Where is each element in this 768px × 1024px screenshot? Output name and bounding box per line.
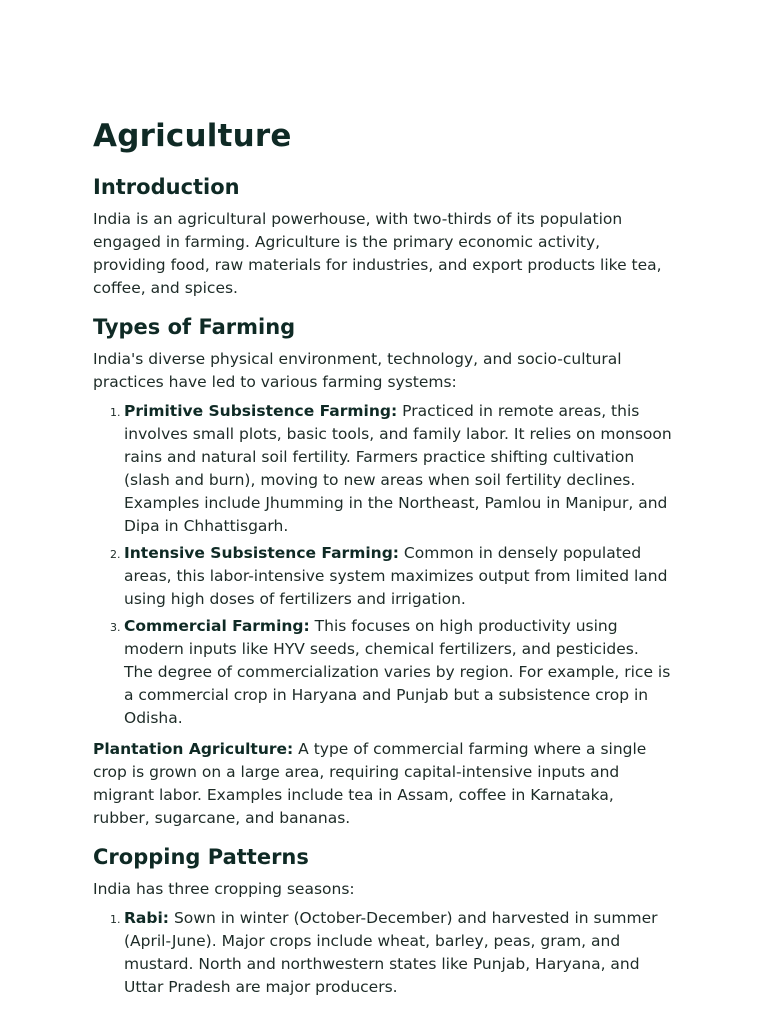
list-item-term: Rabi: bbox=[124, 909, 170, 927]
section-types-of-farming bbox=[93, 312, 672, 830]
section-cropping-patterns bbox=[93, 842, 672, 999]
section-heading: Types of Farming bbox=[93, 315, 296, 339]
list-item-term: Commercial Farming: bbox=[124, 617, 310, 635]
list-item bbox=[124, 542, 672, 611]
section-heading: Cropping Patterns bbox=[93, 845, 309, 869]
section-paragraph: India is an agricultural powerhouse, with two-thirds of its population engaged in farming. Agriculture is the primary economic activity, providing food, raw materials for industries, and export products like tea, coffee, and spices. bbox=[93, 210, 662, 297]
list-item-text: Common in densely populated areas, this labor-intensive system maximizes output from limited land using high doses of fertilizers and irrigation. bbox=[124, 544, 668, 608]
list-item-text: Practiced in remote areas, this involves small plots, basic tools, and family labor. It relies on monsoon rains and natural soil fertility. Farmers practice shifting cultivation (slash and burn), moving to new areas when soil fertility declines. Examples include Jhumming in the Northeast, Pamlou in Manipur, and Dipa in Chhattisgarh. bbox=[124, 402, 672, 535]
section-heading: Introduction bbox=[93, 175, 240, 199]
cropping-seasons-list bbox=[93, 907, 672, 999]
list-item-text: This focuses on high productivity using modern inputs like HYV seeds, chemical fertilizers, and pesticides. The degree of commercialization varies by region. For example, rice is a commercial crop in Haryana and Punjab but a subsistence crop in Odisha. bbox=[124, 617, 671, 727]
list-item bbox=[124, 615, 672, 730]
list-item-term: Intensive Subsistence Farming: bbox=[124, 544, 399, 562]
list-item-term: Primitive Subsistence Farming: bbox=[124, 402, 398, 420]
section-introduction bbox=[93, 172, 672, 300]
list-item-text: Sown in winter (October-December) and harvested in summer (April-June). Major crops include wheat, barley, peas, gram, and mustard. North and northwestern states like Punjab, Haryana, and Uttar Pradesh are major producers. bbox=[124, 909, 658, 996]
page-title: Agriculture bbox=[93, 118, 292, 154]
list-item bbox=[124, 907, 672, 999]
list-item bbox=[124, 400, 672, 538]
farming-types-list bbox=[93, 400, 672, 730]
plantation-term: Plantation Agriculture: bbox=[93, 740, 294, 758]
section-paragraph: India's diverse physical environment, technology, and socio-cultural practices have led to various farming systems: bbox=[93, 350, 622, 391]
section-paragraph: India has three cropping seasons: bbox=[93, 880, 355, 898]
plantation-text: A type of commercial farming where a single crop is grown on a large area, requiring capital-intensive inputs and migrant labor. Examples include tea in Assam, coffee in Karnataka, rubber, sugarcane, and bananas. bbox=[93, 740, 647, 827]
plantation-paragraph bbox=[93, 738, 672, 830]
